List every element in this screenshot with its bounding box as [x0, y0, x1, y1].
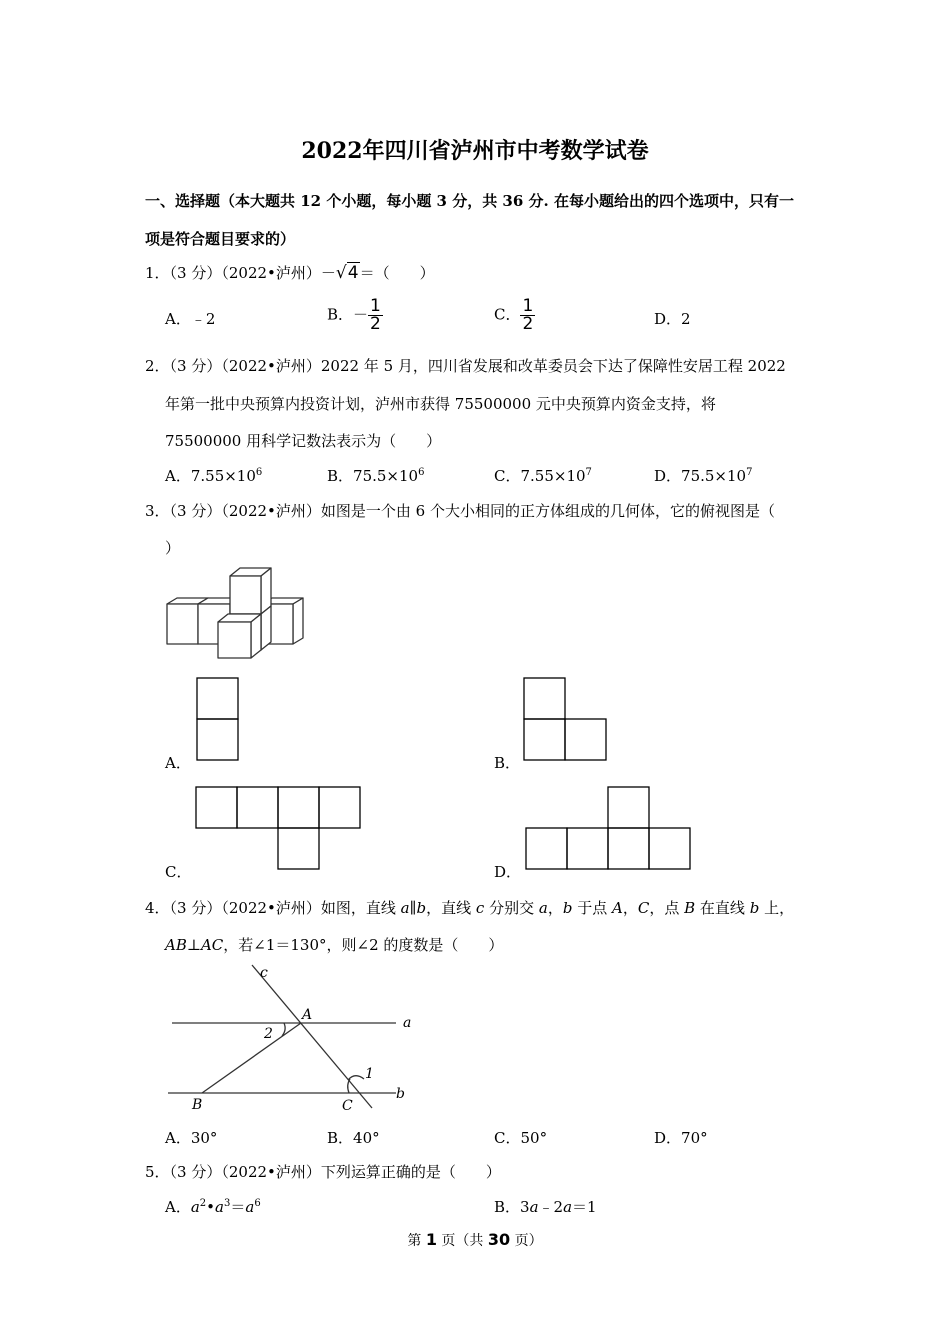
text: ，直线	[426, 899, 476, 917]
q2-option-c	[494, 465, 592, 486]
q1-option-b	[327, 298, 383, 333]
q4-option-a: A．30°	[165, 1129, 218, 1147]
q2-option-a	[165, 465, 262, 486]
radicand: 4	[347, 263, 359, 283]
q5-option-a	[165, 1196, 261, 1217]
current-page-number: 1	[425, 1230, 437, 1249]
q2-option-c-text: C．7.55×10	[494, 467, 586, 485]
exponent: 6	[254, 1198, 261, 1209]
label-point-a: A	[302, 1007, 313, 1023]
exponent: 6	[255, 467, 263, 478]
math-var: a	[245, 1198, 255, 1216]
label-c: c	[260, 965, 268, 981]
q1-option-b-label: B．	[327, 305, 354, 324]
text: ，	[622, 899, 638, 917]
math-var: b	[562, 899, 573, 917]
footer-text: 第	[407, 1233, 426, 1249]
footer-text: 页（共	[436, 1233, 488, 1249]
numerator: 1	[370, 296, 381, 316]
q4-option-c: C．50°	[494, 1129, 548, 1147]
math-var: A	[612, 899, 623, 917]
question-3-line-1: 3．（3 分）（2022•泸州）如图是一个由 6 个大小相同的正方体组成的几何体，它的俯视图是（	[145, 502, 775, 520]
q2-option-b-text: B．75.5×10	[327, 467, 419, 485]
q2-option-d-text: D．75.5×10	[654, 467, 747, 485]
exponent: 7	[585, 467, 592, 478]
q3-option-d-figure	[525, 786, 691, 870]
math-var: a∥b	[400, 899, 427, 917]
question-1-tail: ＝（ ）	[359, 264, 435, 282]
q5-option-b	[494, 1196, 597, 1217]
math-var: b	[749, 899, 760, 917]
q2-option-a-text: A．7.55×10	[165, 467, 256, 485]
label-angle-2: 2	[264, 1026, 273, 1042]
label: B．	[494, 1198, 521, 1216]
total-page-count: 30	[487, 1230, 511, 1249]
text: ，点	[649, 899, 685, 917]
text: ，若∠1＝130°，则∠2 的度数是（ ）	[223, 936, 504, 954]
footer-text: 页）	[510, 1233, 543, 1249]
text: 于点	[572, 899, 612, 917]
sqrt-symbol: √4	[335, 263, 359, 283]
text: 分别交	[484, 899, 539, 917]
label-point-c: C	[342, 1098, 353, 1114]
dot: •	[206, 1198, 216, 1216]
q1-option-d: D．2	[654, 310, 691, 328]
question-2-line-2: 年第一批中央预算内投资计划，泸州市获得 75500000 元中央预算内资金支持，将	[165, 395, 716, 413]
page-title: 2022年四川省泸州市中考数学试卷	[301, 138, 649, 164]
q3-option-b-label: B．	[494, 754, 521, 772]
q3-option-c-figure	[195, 786, 361, 870]
math-var: a	[529, 1198, 539, 1216]
q4-option-b: B．40°	[327, 1129, 380, 1147]
question-5-stem: 5．（3 分）（2022•泸州）下列运算正确的是（ ）	[145, 1163, 501, 1181]
q1-option-b-sign: －	[353, 305, 369, 324]
math-var: a	[563, 1198, 573, 1216]
q2-option-d	[654, 465, 752, 486]
q3-option-a-figure	[196, 677, 240, 761]
question-4-line-2	[165, 934, 503, 955]
q1-option-a: A．﹣2	[165, 310, 216, 328]
q1-option-b-fraction	[368, 298, 383, 333]
q2-option-b	[327, 465, 424, 486]
text: ＝1	[572, 1198, 597, 1216]
q4-option-d: D．70°	[654, 1129, 708, 1147]
parallel-lines-figure	[160, 962, 420, 1112]
math-expr: AB⊥AC	[165, 936, 224, 954]
exponent: 7	[746, 467, 753, 478]
math-var: a	[190, 1198, 200, 1216]
text: ﹣2	[538, 1198, 564, 1216]
denominator: 2	[522, 314, 534, 334]
text: 3	[520, 1198, 530, 1216]
page-footer	[0, 1230, 950, 1250]
question-3-line-2: ）	[165, 539, 181, 557]
exponent: 2	[199, 1198, 207, 1209]
section-heading-line-2: 项是符合题目要求的）	[145, 230, 296, 248]
text: 在直线	[695, 899, 750, 917]
q1-option-c-fraction	[520, 298, 535, 333]
math-var: B	[684, 899, 696, 917]
question-2-line-1: 2．（3 分）（2022•泸州）2022 年 5 月，四川省发展和改革委员会下达了保障性安居工程 2022	[145, 357, 786, 375]
label-line-a: a	[403, 1015, 412, 1031]
q3-option-a-label: A．	[165, 754, 191, 772]
math-var: C	[637, 899, 650, 917]
segment-ab	[202, 1023, 301, 1093]
q3-option-c-label: C．	[165, 863, 192, 881]
label-point-b: B	[192, 1097, 203, 1113]
equals: ＝	[230, 1198, 246, 1216]
section-heading-line-1: 一、选择题（本大题共 12 个小题，每小题 3 分，共 36 分. 在每小题给出的四个选项中，只有一	[145, 192, 794, 210]
label: A．	[165, 1198, 191, 1216]
numerator: 1	[522, 296, 534, 316]
label-line-b: b	[396, 1086, 405, 1102]
q3-option-b-figure	[523, 677, 608, 761]
label-angle-1: 1	[365, 1066, 374, 1082]
cube-solid-figure	[160, 562, 310, 662]
question-4-line-1	[145, 897, 794, 918]
question-2-line-3: 75500000 用科学记数法表示为（ ）	[165, 432, 442, 450]
question-1-stem	[145, 262, 435, 283]
text: ，	[547, 899, 563, 917]
math-var: a	[215, 1198, 224, 1216]
math-var: c	[475, 899, 485, 917]
text: 上，	[759, 899, 795, 917]
text: 4．（3 分）（2022•泸州）如图，直线	[145, 899, 401, 917]
denominator: 2	[370, 314, 381, 334]
q1-option-c-label: C．	[494, 305, 521, 324]
question-1-text: 1．（3 分）（2022•泸州）－	[145, 264, 336, 282]
q1-option-c	[494, 298, 535, 333]
math-var: a	[538, 899, 548, 917]
exponent: 6	[418, 467, 425, 478]
q3-option-d-label: D．	[494, 863, 522, 881]
exponent: 3	[223, 1198, 231, 1209]
